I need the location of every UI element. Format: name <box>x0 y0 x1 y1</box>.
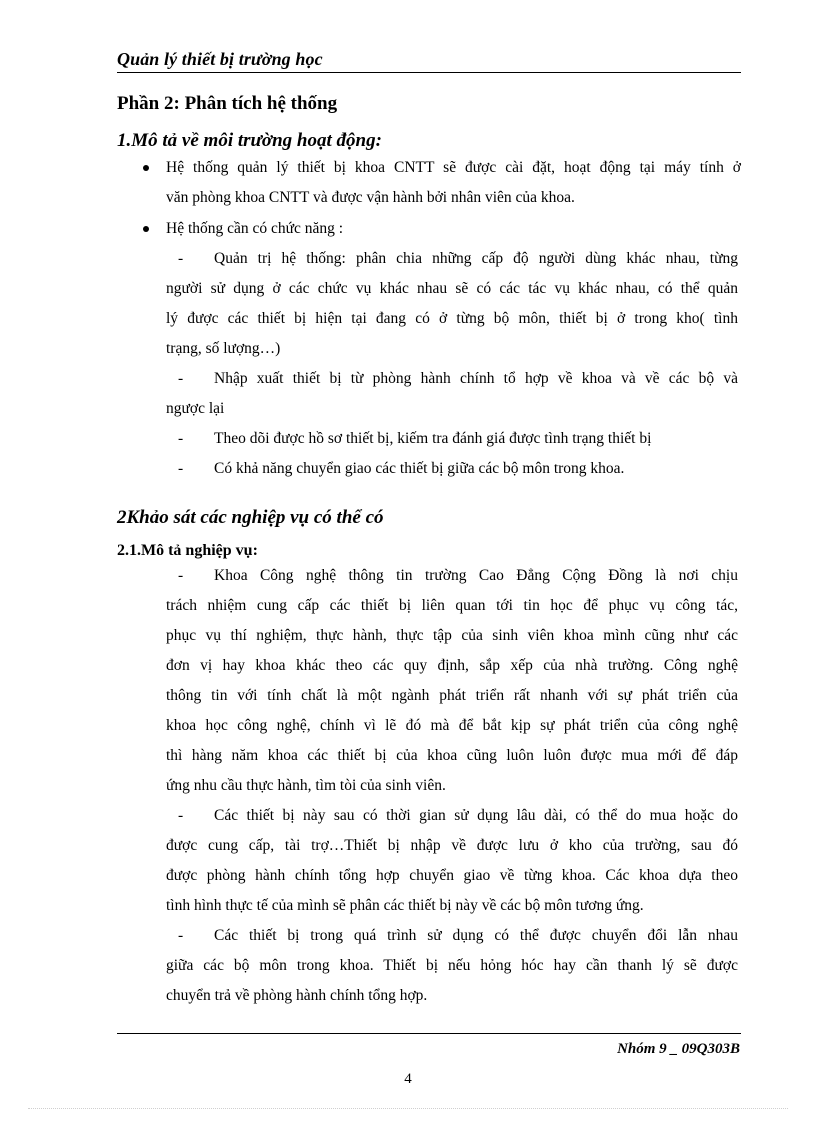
para-2-line-1: Các thiết bị này sau có thời gian sử dụng lâu dài, có thể do mua hoặc do <box>214 807 738 824</box>
dash-marker: - <box>178 430 184 447</box>
page-number: 4 <box>404 1071 412 1087</box>
dash-marker: - <box>178 807 184 824</box>
dash-3-line-1: Theo dõi được hồ sơ thiết bị, kiếm tra đánh giá được tình trạng thiết bị <box>214 430 652 447</box>
para-1-line-8: ứng nhu cầu thực hành, tìm tòi của sinh viên. <box>166 777 446 794</box>
para-2-line-4: tình hình thực tế của mình sẽ phân các thiết bị này về các bộ môn tương ứng. <box>166 897 644 914</box>
dash-1-line-4: trạng, số lượng…) <box>166 340 281 357</box>
dash-marker: - <box>178 250 184 267</box>
para-3-line-3: chuyển trả về phòng hành chính tổng hợp. <box>166 987 428 1004</box>
dash-marker: - <box>178 460 184 477</box>
para-1-line-4: đơn vị hay khoa khác theo các quy định, sắp xếp của nhà trường. Công nghệ <box>166 657 738 674</box>
bullet-1-line-1: Hệ thống quản lý thiết bị khoa CNTT sẽ được cài đặt, hoạt động tại máy tính ở <box>166 159 741 176</box>
bullet-2-line-1: Hệ thống cần có chức năng : <box>166 220 344 237</box>
dash-2-line-2: ngược lại <box>166 400 225 417</box>
bullet-icon <box>143 165 149 171</box>
dash-1-line-2: người sử dụng ở các chức vụ khác nhau sẽ có các tác vụ khác nhau, có thể quản <box>166 280 738 297</box>
footer-group-label: Nhóm 9 _ 09Q303B <box>617 1041 740 1057</box>
para-1-line-2: trách nhiệm cung cấp các thiết bị liên quan tới tin học để phục vụ công tác, <box>166 597 738 614</box>
para-3-line-1: Các thiết bị trong quá trình sử dụng có thể được chuyển đổi lẫn nhau <box>214 927 738 944</box>
dash-1-line-1: Quản trị hệ thống: phân chia những cấp độ người dùng khác nhau, từng <box>214 250 738 267</box>
para-1-line-6: khoa học công nghệ, chính vì lẽ đó mà để bắt kịp sự phát triển của công nghệ <box>166 717 738 734</box>
para-2-line-2: được cung cấp, tài trợ…Thiết bị nhập về được lưu ở kho của trường, sau đó <box>166 837 738 854</box>
bullet-1-line-2: văn phòng khoa CNTT và được vận hành bởi nhân viên của khoa. <box>166 189 575 206</box>
page-bottom-border <box>28 1108 788 1109</box>
heading-business-description: 2.1.Mô tả nghiệp vụ: <box>117 542 258 559</box>
dash-marker: - <box>178 927 184 944</box>
dash-4-line-1: Có khả năng chuyển giao các thiết bị giữa các bộ môn trong khoa. <box>214 460 625 477</box>
dash-marker: - <box>178 370 184 387</box>
para-1-line-5: thông tin với tính chất là một ngành phát triển rất nhanh với sự phát triển của <box>166 687 738 704</box>
para-1-line-1: Khoa Công nghệ thông tin trường Cao Đẳng Cộng Đồng là nơi chịu <box>214 567 738 584</box>
para-1-line-3: phục vụ thí nghiệm, thực hành, thực tập của sinh viên khoa mình cũng như các <box>166 627 738 644</box>
dash-1-line-3: lý được các thiết bị hiện tại đang có ở từng bộ môn, thiết bị ở trong kho( tình <box>166 310 738 327</box>
header-title: Quản lý thiết bị trường học <box>117 49 323 69</box>
heading-environment: 1.Mô tả về môi trường hoạt động: <box>117 130 382 151</box>
heading-survey: 2Khảo sát các nghiệp vụ có thể có <box>117 507 384 528</box>
footer-rule <box>117 1033 741 1034</box>
header-rule <box>117 72 741 73</box>
para-2-line-3: được phòng hành chính tổng hợp chuyển giao về từng khoa. Các khoa dựa theo <box>166 867 738 884</box>
para-3-line-2: giữa các bộ môn trong khoa. Thiết bị nếu hỏng hóc hay cần thanh lý sẽ được <box>166 957 738 974</box>
dash-2-line-1: Nhập xuất thiết bị từ phòng hành chính tổ hợp về khoa và về các bộ và <box>214 370 738 387</box>
dash-marker: - <box>178 567 184 584</box>
para-1-line-7: thì hàng năm khoa các thiết bị của khoa cũng luôn luôn được mua mới để đáp <box>166 747 738 764</box>
section-title: Phần 2: Phân tích hệ thống <box>117 93 338 114</box>
bullet-icon <box>143 226 149 232</box>
